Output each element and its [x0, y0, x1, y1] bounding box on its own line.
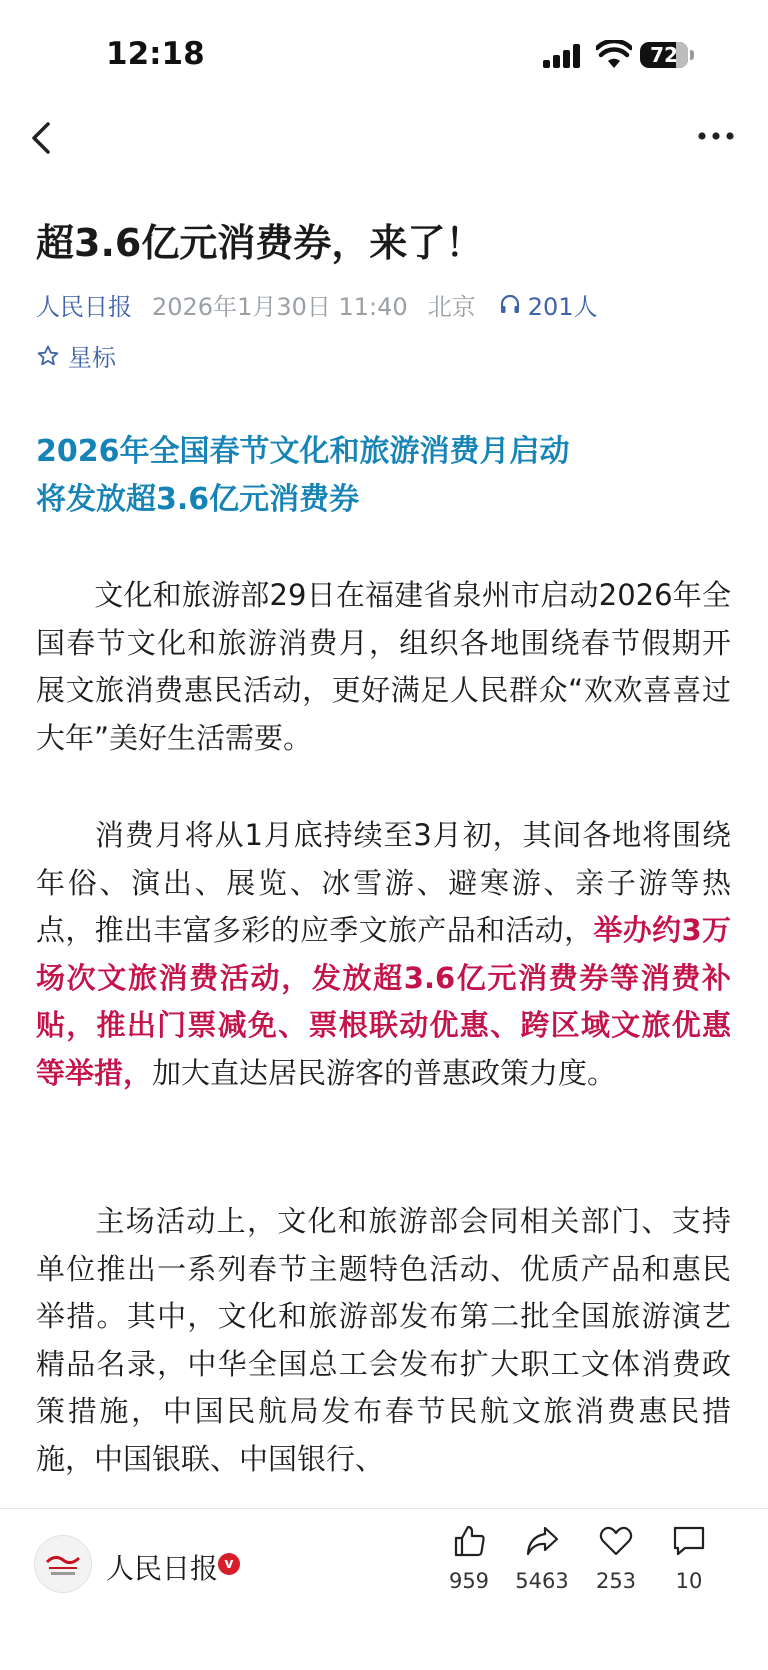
author-avatar[interactable] [34, 1535, 92, 1593]
highlighted-text: 举办约3万场次文旅消费活动，发放超3.6亿元消费券等消费补贴，推出门票减免、票根联动优惠、跨区域文旅优惠等举措， [36, 913, 731, 1090]
back-icon[interactable] [24, 118, 60, 158]
paragraph-text: 文化和旅游部29日在福建省泉州市启动2026年全国春节文化和旅游消费月，组织各地围绕春节假期开展文旅消费惠民活动，更好满足人民群众“欢欢喜喜过大年”美好生活需要。 [36, 578, 731, 755]
status-time: 12:18 [106, 36, 205, 72]
paragraph-text: 主场活动上，文化和旅游部会同相关部门、支持单位推出一系列春节主题特色活动、优质产品和惠民举措。其中，文化和旅游部发布第二批全国旅游演艺精品名录，中华全国总工会发布扩大职工文体消费政策措施，中国民航局发布春节民航文旅消费惠民措施，中国银联、中国银行、 [36, 1204, 731, 1476]
heart-icon [598, 1523, 634, 1559]
thumbs-up-icon [451, 1523, 487, 1559]
location: 北京 [427, 292, 476, 321]
verified-badge-icon: v [218, 1553, 240, 1575]
battery-icon [640, 42, 688, 68]
status-bar [0, 0, 768, 110]
share-icon [524, 1523, 560, 1559]
subtitle-line: 将发放超3.6亿元消费券 [36, 482, 360, 517]
bottom-action-bar [0, 1508, 768, 1670]
star-label: 星标 [68, 344, 116, 372]
comment-count: 10 [675, 1569, 703, 1593]
publish-date: 2026年1月30日 11:40 [152, 292, 408, 321]
article-paragraph [36, 812, 731, 1097]
favorite-button[interactable] [578, 1523, 654, 1593]
newspaper-logo-icon [35, 1536, 91, 1592]
article-title: 超3.6亿元消费券，来了！ [36, 221, 484, 265]
article-subtitle [36, 428, 570, 524]
cellular-signal-icon [543, 44, 583, 68]
share-button[interactable] [504, 1523, 580, 1593]
article-paragraph [36, 572, 731, 762]
comment-button[interactable] [651, 1523, 727, 1593]
star-icon [36, 344, 60, 368]
article-paragraph [36, 1198, 731, 1483]
author-name[interactable]: 人民日报 [106, 1552, 219, 1585]
battery-cap [690, 50, 694, 60]
share-count: 5463 [515, 1569, 569, 1593]
headphones-icon [498, 292, 522, 316]
subtitle-line: 2026年全国春节文化和旅游消费月启动 [36, 434, 570, 469]
article-meta [36, 286, 598, 322]
like-count: 959 [448, 1569, 490, 1593]
listen-button[interactable] [498, 287, 598, 322]
paragraph-text: 加大直达居民游客的普惠政策力度。 [152, 1055, 617, 1090]
favorite-count: 253 [595, 1569, 637, 1593]
more-options-icon[interactable] [696, 124, 736, 148]
like-button[interactable] [431, 1523, 507, 1593]
wifi-icon [596, 40, 632, 70]
paragraph-text: 消费月将从1月底持续至3月初，其间各地将围绕年俗、演出、展览、冰雪游、避寒游、亲子游等热点，推出丰富多彩的应季文旅产品和活动， [36, 818, 731, 947]
star-button[interactable] [36, 338, 116, 373]
listener-count: 201人 [527, 292, 598, 321]
source-link[interactable]: 人民日报 [36, 292, 132, 321]
battery-level: 72 [650, 43, 678, 67]
comment-icon [671, 1523, 707, 1559]
